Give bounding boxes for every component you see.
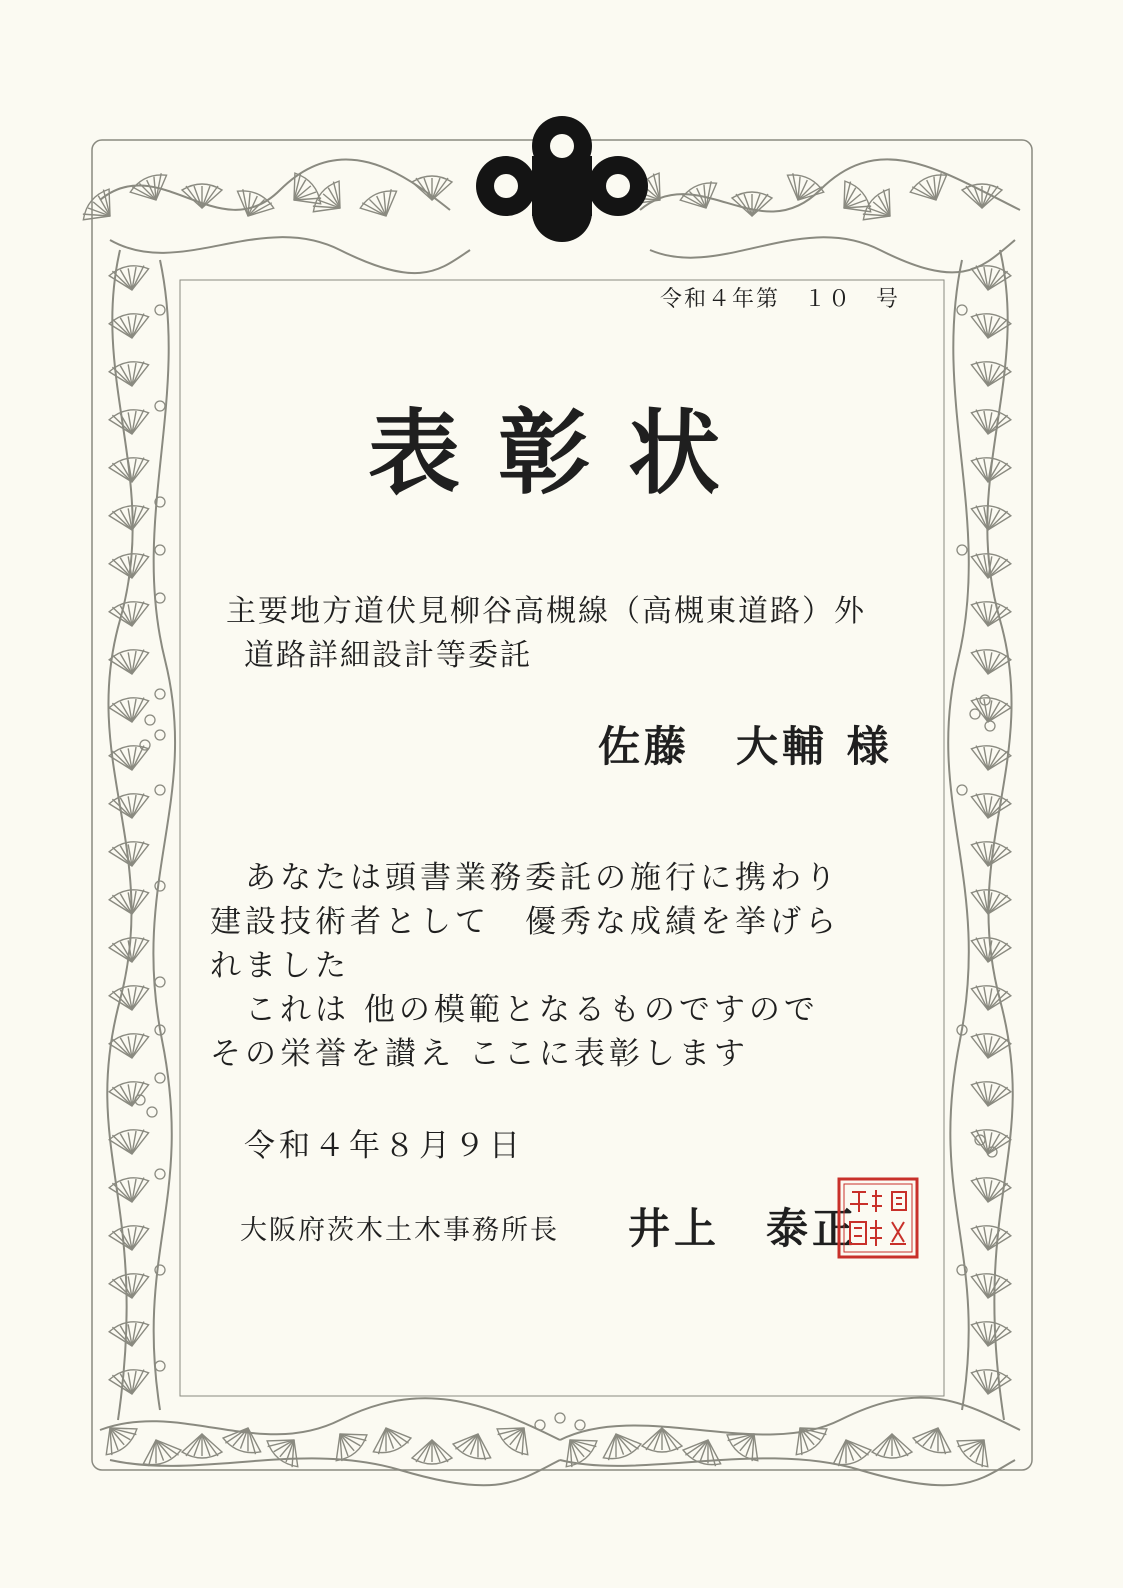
ginkgo-leaf-icon	[108, 1271, 152, 1302]
ginkgo-leaf-icon	[493, 1415, 539, 1459]
berry-ornament-icon	[155, 1169, 165, 1179]
ginkgo-leaf-icon	[309, 177, 353, 223]
ginkgo-leaf-icon	[79, 185, 123, 231]
ginkgo-leaf-icon	[968, 1319, 1012, 1350]
official-seal-icon	[836, 1176, 920, 1260]
issuer-title: 大阪府茨木土木事務所長	[240, 1215, 559, 1246]
ginkgo-leaf-icon	[968, 887, 1012, 918]
ginkgo-leaf-icon	[451, 1427, 497, 1463]
ginkgo-leaf-icon	[968, 503, 1012, 534]
project-name-line-2: 道路詳細設計等委託	[244, 638, 532, 673]
berry-ornament-icon	[155, 1265, 165, 1275]
ginkgo-leaf-icon	[108, 599, 152, 630]
osaka-gourd-emblem-icon	[472, 114, 652, 244]
citation-line-2: 建設技術者として 優秀な成績を挙げら	[210, 904, 840, 940]
berry-ornament-icon	[155, 401, 165, 411]
ginkgo-leaf-icon	[367, 1421, 413, 1457]
ginkgo-leaf-icon	[108, 1367, 152, 1398]
ginkgo-leaf-icon	[137, 1433, 183, 1469]
berry-ornament-icon	[155, 593, 165, 603]
ginkgo-leaf-icon	[108, 1223, 152, 1254]
ginkgo-leaf-icon	[108, 311, 152, 342]
berry-ornament-icon	[555, 1413, 565, 1423]
berry-ornament-icon	[970, 709, 980, 719]
ginkgo-leaf-icon	[230, 186, 276, 225]
berry-ornament-icon	[155, 785, 165, 795]
ginkgo-leaf-icon	[128, 170, 174, 209]
ginkgo-leaf-icon	[108, 1079, 152, 1110]
ginkgo-leaf-icon	[968, 1271, 1012, 1302]
berry-ornament-icon	[155, 977, 165, 987]
citation-line-3: れました	[210, 948, 350, 984]
ginkgo-leaf-icon	[108, 503, 152, 534]
citation-line-4: これは 他の模範となるものですので	[210, 992, 819, 1028]
ginkgo-leaf-icon	[108, 1031, 152, 1062]
ginkgo-leaf-icon	[108, 887, 152, 918]
citation-line-1: あなたは頭書業務委託の施行に携わり	[210, 860, 840, 896]
ginkgo-leaf-icon	[859, 185, 903, 231]
ginkgo-leaf-icon	[108, 983, 152, 1014]
ginkgo-leaf-icon	[182, 1434, 222, 1458]
ginkgo-leaf-icon	[968, 1367, 1012, 1398]
ginkgo-leaf-icon	[911, 1421, 957, 1457]
berry-ornament-icon	[140, 740, 150, 750]
certificate-number: 令和４年第 １０ 号	[660, 287, 901, 312]
berry-ornament-icon	[575, 1420, 585, 1430]
issue-date: 令和４年８月９日	[244, 1128, 524, 1164]
ginkgo-leaf-icon	[962, 184, 1002, 208]
ginkgo-leaf-icon	[108, 455, 152, 486]
berry-ornament-icon	[957, 545, 967, 555]
ginkgo-leaf-icon	[968, 647, 1012, 678]
ginkgo-leaf-icon	[732, 192, 772, 216]
ginkgo-leaf-icon	[968, 839, 1012, 870]
ginkgo-leaf-icon	[968, 1079, 1012, 1110]
berry-ornament-icon	[535, 1420, 545, 1430]
ginkgo-leaf-icon	[968, 311, 1012, 342]
ginkgo-leaf-icon	[182, 184, 222, 208]
ginkgo-leaf-icon	[827, 1433, 873, 1469]
ginkgo-leaf-icon	[108, 1319, 152, 1350]
ginkgo-leaf-icon	[681, 1433, 727, 1469]
ginkgo-leaf-icon	[872, 1434, 912, 1458]
ginkgo-leaf-icon	[108, 791, 152, 822]
ginkgo-leaf-icon	[968, 455, 1012, 486]
project-name-line-1: 主要地方道伏見柳谷高槻線（高槻東道路）外	[226, 594, 866, 629]
ginkgo-leaf-icon	[108, 839, 152, 870]
ginkgo-leaf-icon	[678, 178, 724, 217]
berry-ornament-icon	[155, 689, 165, 699]
ginkgo-leaf-icon	[831, 177, 875, 223]
berry-ornament-icon	[147, 1107, 157, 1117]
certificate-title: 表彰状	[368, 399, 759, 507]
ginkgo-leaf-icon	[968, 983, 1012, 1014]
ginkgo-leaf-icon	[968, 407, 1012, 438]
ginkgo-leaf-icon	[412, 1440, 452, 1464]
ginkgo-leaf-icon	[108, 551, 152, 582]
ginkgo-leaf-icon	[108, 407, 152, 438]
ginkgo-leaf-icon	[968, 1031, 1012, 1062]
berry-ornament-icon	[985, 721, 995, 731]
berry-ornament-icon	[155, 881, 165, 891]
berry-ornament-icon	[155, 1361, 165, 1371]
ginkgo-leaf-icon	[642, 1428, 682, 1452]
ginkgo-leaf-icon	[968, 599, 1012, 630]
recipient-name: 佐藤 大輔 様	[598, 722, 893, 771]
ginkgo-leaf-icon	[908, 170, 954, 209]
ginkgo-leaf-icon	[597, 1427, 643, 1463]
berry-ornament-icon	[155, 545, 165, 555]
ginkgo-leaf-icon	[412, 176, 452, 200]
ginkgo-leaf-icon	[281, 169, 325, 215]
berry-ornament-icon	[145, 715, 155, 725]
berry-ornament-icon	[957, 305, 967, 315]
berry-ornament-icon	[155, 305, 165, 315]
berry-ornament-icon	[155, 1073, 165, 1083]
ginkgo-leaf-icon	[953, 1427, 999, 1471]
ginkgo-leaf-icon	[221, 1421, 267, 1457]
ginkgo-leaf-icon	[968, 551, 1012, 582]
citation-line-5: その栄誉を讃え ここに表彰します	[210, 1036, 749, 1072]
ginkgo-leaf-icon	[358, 186, 404, 225]
ginkgo-leaf-icon	[108, 1127, 152, 1158]
berry-ornament-icon	[957, 785, 967, 795]
ginkgo-leaf-icon	[968, 791, 1012, 822]
berry-ornament-icon	[155, 730, 165, 740]
ginkgo-leaf-icon	[108, 647, 152, 678]
ginkgo-leaf-icon	[968, 1223, 1012, 1254]
issuer-name: 井上 泰正	[628, 1204, 859, 1253]
ginkgo-leaf-icon	[785, 1415, 831, 1459]
